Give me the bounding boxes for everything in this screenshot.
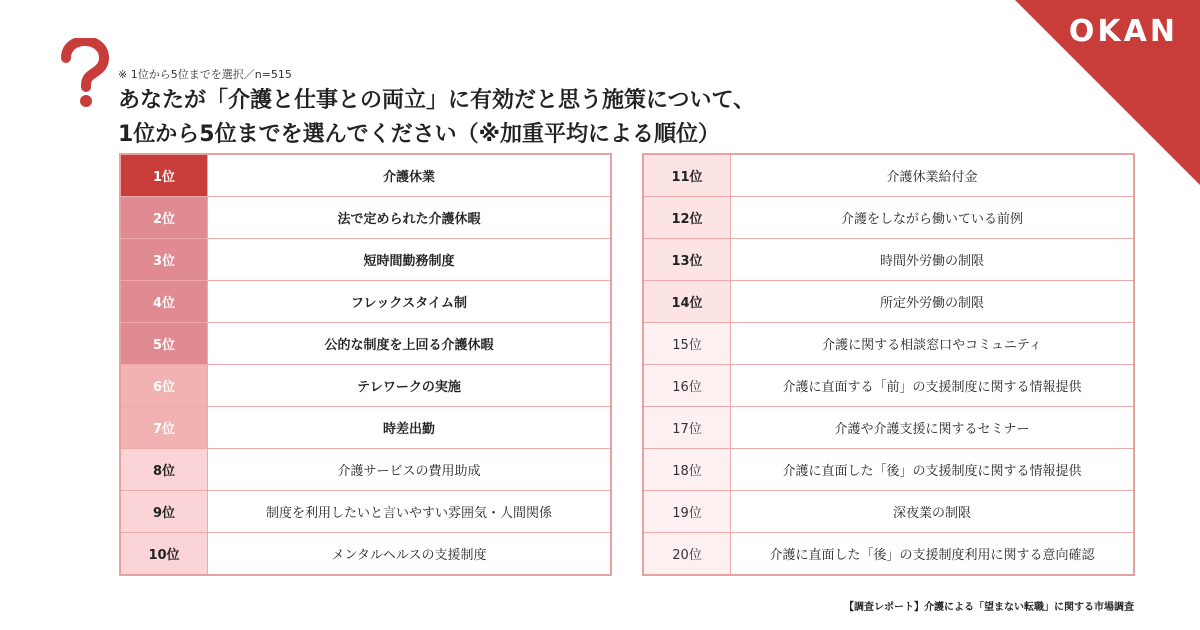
question-mark-icon (58, 38, 110, 110)
title-line-2: 1位から5位までを選んでください（※加重平均による順位） (118, 122, 721, 147)
rank-cell: 6位 (120, 365, 208, 407)
table-row (643, 197, 1134, 239)
table-row (643, 154, 1134, 197)
table-row (120, 491, 611, 533)
rank-cell: 19位 (643, 491, 731, 533)
rank-cell: 9位 (120, 491, 208, 533)
table-row (120, 533, 611, 576)
ranking-table-right (642, 153, 1135, 576)
measure-label-cell: 法で定められた介護休暇 (208, 197, 612, 239)
rank-cell: 4位 (120, 281, 208, 323)
rank-cell: 3位 (120, 239, 208, 281)
title-line-1: あなたが「介護と仕事との両立」に有効だと思う施策について、 (118, 88, 756, 113)
table-row (643, 533, 1134, 576)
table-row (643, 365, 1134, 407)
measure-label-cell: フレックスタイム制 (208, 281, 612, 323)
measure-label-cell: 公的な制度を上回る介護休暇 (208, 323, 612, 365)
measure-label-cell: 介護に関する相談窓口やコミュニティ (731, 323, 1135, 365)
table-row (643, 407, 1134, 449)
measure-label-cell: テレワークの実施 (208, 365, 612, 407)
measure-label-cell: 所定外労働の制限 (731, 281, 1135, 323)
measure-label-cell: 制度を利用したいと言いやすい雰囲気・人間関係 (208, 491, 612, 533)
table-row (120, 407, 611, 449)
table-row (120, 154, 611, 197)
measure-label-cell: メンタルヘルスの支援制度 (208, 533, 612, 576)
table-row (120, 449, 611, 491)
table-row (643, 281, 1134, 323)
table-row (643, 491, 1134, 533)
measure-label-cell: 介護休業給付金 (731, 154, 1135, 197)
measure-label-cell: 短時間勤務制度 (208, 239, 612, 281)
measure-label-cell: 介護休業 (208, 154, 612, 197)
rank-cell: 12位 (643, 197, 731, 239)
rank-cell: 20位 (643, 533, 731, 576)
measure-label-cell: 介護サービスの費用助成 (208, 449, 612, 491)
measure-label-cell: 介護をしながら働いている前例 (731, 197, 1135, 239)
table-row (643, 239, 1134, 281)
measure-label-cell: 介護に直面した「後」の支援制度利用に関する意向確認 (731, 533, 1135, 576)
measure-label-cell: 介護に直面した「後」の支援制度に関する情報提供 (731, 449, 1135, 491)
table-row (120, 239, 611, 281)
rank-cell: 5位 (120, 323, 208, 365)
table-row (643, 449, 1134, 491)
table-row (120, 281, 611, 323)
page-title (118, 84, 755, 152)
rank-cell: 2位 (120, 197, 208, 239)
measure-label-cell: 時間外労働の制限 (731, 239, 1135, 281)
table-row (643, 323, 1134, 365)
rank-cell: 15位 (643, 323, 731, 365)
rank-cell: 8位 (120, 449, 208, 491)
rank-cell: 10位 (120, 533, 208, 576)
table-row (120, 323, 611, 365)
brand-logo: OKAN (1068, 14, 1178, 49)
rank-cell: 11位 (643, 154, 731, 197)
rank-cell: 7位 (120, 407, 208, 449)
rank-cell: 18位 (643, 449, 731, 491)
rank-cell: 14位 (643, 281, 731, 323)
survey-note: ※ 1位から5位までを選択／n=515 (118, 68, 292, 81)
rank-cell: 13位 (643, 239, 731, 281)
table-row (120, 197, 611, 239)
measure-label-cell: 時差出勤 (208, 407, 612, 449)
ranking-table-left (119, 153, 612, 576)
rank-cell: 17位 (643, 407, 731, 449)
rank-cell: 16位 (643, 365, 731, 407)
measure-label-cell: 介護に直面する「前」の支援制度に関する情報提供 (731, 365, 1135, 407)
measure-label-cell: 深夜業の制限 (731, 491, 1135, 533)
measure-label-cell: 介護や介護支援に関するセミナー (731, 407, 1135, 449)
table-row (120, 365, 611, 407)
rank-cell: 1位 (120, 154, 208, 197)
source-footer: 【調査レポート】介護による「望まない転職」に関する市場調査 (844, 602, 1134, 613)
